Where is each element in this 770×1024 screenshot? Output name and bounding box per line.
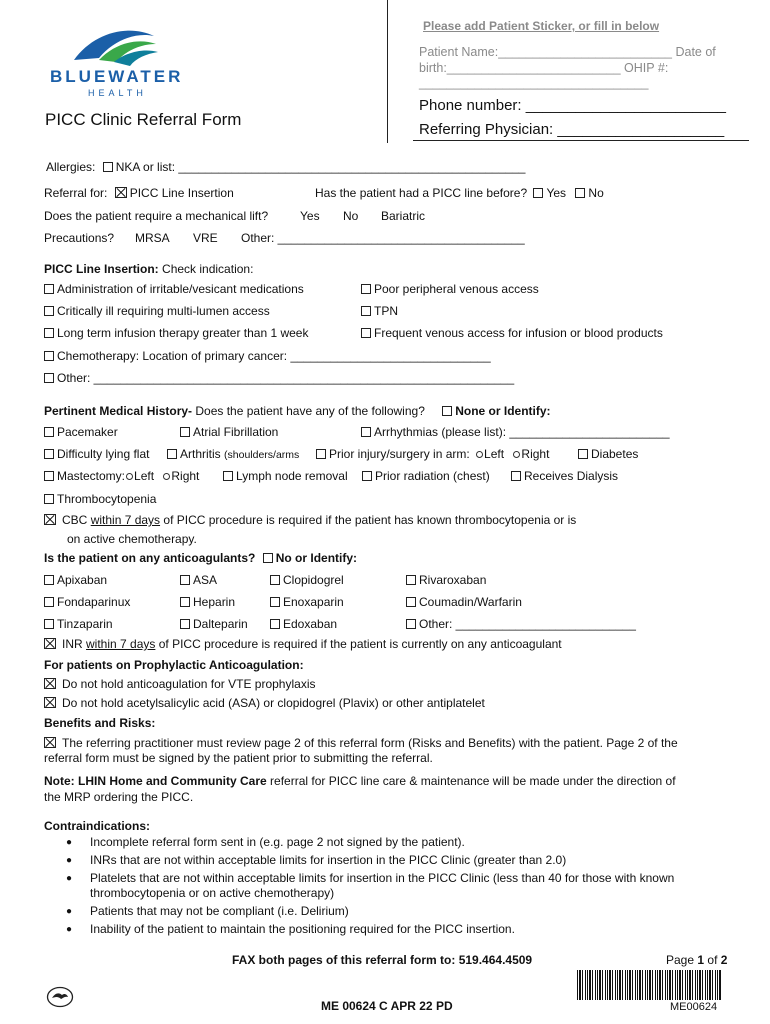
- lymph-checkbox[interactable]: [223, 471, 233, 481]
- indication-label: Frequent venous access for infusion or blood products: [374, 326, 663, 340]
- contra-item: INRs that are not within acceptable limits for insertion in the PICC Clinic (greater than 2.0): [90, 853, 567, 867]
- prophylactic-label: Do not hold anticoagulation for VTE prophylaxis: [62, 677, 316, 691]
- edoxaban-item: [270, 617, 337, 631]
- picc-insertion-label: PICC Line Insertion: [129, 186, 234, 200]
- bullet-icon: ●: [66, 837, 73, 848]
- lymph-item: [223, 469, 348, 483]
- inr-window: within 7 days: [86, 637, 156, 651]
- arthritis-checkbox[interactable]: [167, 449, 177, 459]
- cbc-label: CBC: [62, 513, 88, 527]
- indication-checkbox[interactable]: [361, 306, 371, 316]
- anticoag-checkbox[interactable]: [406, 575, 416, 585]
- contra-item: Incomplete referral form sent in (e.g. page 2 not signed by the patient).: [90, 835, 465, 849]
- prior-picc-no-checkbox[interactable]: [575, 188, 585, 198]
- prior-picc-yes-checkbox[interactable]: [533, 188, 543, 198]
- coumadin-item: [406, 595, 522, 609]
- cbc-window: within 7 days: [90, 513, 161, 527]
- barcode-icon: [577, 970, 722, 1000]
- indication-left-2: [44, 304, 270, 318]
- prior-picc-question: Has the patient had a PICC line before?: [315, 186, 528, 200]
- injury-right-radio[interactable]: [513, 451, 520, 458]
- anticoag-checkbox[interactable]: [406, 619, 416, 629]
- indication-label: Long term infusion therapy greater than 1 week: [57, 326, 309, 340]
- injury-left-label: Left: [484, 447, 505, 461]
- lymph-label: Lymph node removal: [236, 469, 348, 483]
- mastectomy-item: [44, 469, 199, 483]
- inr-text: of PICC procedure is required if the patient is currently on any anticoagulant: [158, 637, 562, 651]
- diabetes-label: Diabetes: [591, 447, 639, 461]
- lhin-note-label: Note: LHIN Home and Community Care: [44, 774, 267, 788]
- page-total: 2: [720, 953, 728, 967]
- anticoag-other-field[interactable]: Other: ___________________________: [419, 617, 636, 631]
- cbc-requirement: [44, 513, 576, 527]
- insertion-subheading: Check indication:: [162, 262, 254, 276]
- anticoag-checkbox[interactable]: [406, 597, 416, 607]
- arthritis-note: (shoulders/arms: [224, 449, 300, 461]
- insertion-other-checkbox[interactable]: [44, 373, 54, 383]
- injury-right-label: Right: [521, 447, 550, 461]
- header-divider-horizontal: [413, 140, 749, 141]
- contra-item-cont: thrombocytopenia or on active chemotherapy): [90, 886, 335, 900]
- prophylactic-label: Do not hold acetylsalicylic acid (ASA) or clopidogrel (Plavix) or other antiplatelet: [62, 696, 485, 710]
- anticoag-checkbox[interactable]: [270, 597, 280, 607]
- indication-checkbox[interactable]: [44, 306, 54, 316]
- anticoag-label: Clopidogrel: [283, 573, 344, 587]
- anticoag-checkbox[interactable]: [44, 575, 54, 585]
- cbc-text-cont: on active chemotherapy.: [67, 532, 197, 546]
- precautions-vre-option[interactable]: VRE: [193, 231, 218, 245]
- pacemaker-item: [44, 425, 118, 439]
- precautions-label: Precautions?: [44, 231, 115, 245]
- page-prefix: Page: [666, 953, 695, 967]
- radiation-label: Prior radiation (chest): [375, 469, 490, 483]
- indication-right-3: [361, 326, 663, 340]
- anticoag-label: Fondaparinux: [57, 595, 131, 609]
- lift-question: Does the patient require a mechanical lift?: [44, 209, 269, 223]
- logo-brand: BLUEWATER: [50, 67, 184, 86]
- bullet-icon: ●: [66, 855, 73, 866]
- prophylactic-item-2: [44, 696, 485, 710]
- thrombo-label: Thrombocytopenia: [57, 492, 157, 506]
- prior-picc-row: [315, 186, 604, 200]
- pacemaker-label: Pacemaker: [57, 425, 118, 439]
- anticoag-question: Is the patient on any anticoagulants?: [44, 551, 256, 565]
- asa-item: [180, 573, 217, 587]
- prior-picc-no-label: No: [588, 186, 604, 200]
- prophylactic-item-1: [44, 677, 315, 691]
- history-question: Does the patient have any of the following?: [195, 404, 425, 418]
- arrhythmias-item: [361, 425, 670, 439]
- referral-label: Referral for:: [44, 186, 108, 200]
- anticoag-label: Edoxaban: [283, 617, 338, 631]
- sticker-line3[interactable]: _________________________________: [419, 76, 649, 90]
- anticoag-other-item: [406, 617, 636, 631]
- history-heading-row: [44, 404, 551, 418]
- arthritis-label: Arthritis: [180, 447, 221, 461]
- footer-emblem-icon: [46, 986, 74, 1008]
- arrhythmias-checkbox[interactable]: [361, 427, 371, 437]
- indication-left-1: [44, 282, 304, 296]
- lying-checkbox[interactable]: [44, 449, 54, 459]
- anticoag-label: Enoxaparin: [283, 595, 344, 609]
- diabetes-item: [578, 447, 638, 461]
- benefits-checkbox[interactable]: [44, 737, 56, 748]
- lhin-note-cont: the MRP ordering the PICC.: [44, 790, 194, 804]
- sticker-line1[interactable]: Patient Name:_________________________ Date of: [419, 45, 716, 59]
- history-none-checkbox[interactable]: [442, 406, 452, 416]
- dialysis-item: [511, 469, 618, 483]
- physician-field[interactable]: Referring Physician: ____________________: [419, 121, 725, 138]
- arrhythmias-field[interactable]: Arrhythmias (please list): ________________________: [374, 425, 670, 439]
- pacemaker-checkbox[interactable]: [44, 427, 54, 437]
- insertion-heading: PICC Line Insertion:: [44, 262, 159, 276]
- dialysis-label: Receives Dialysis: [524, 469, 619, 483]
- thrombo-checkbox[interactable]: [44, 494, 54, 504]
- benefits-heading: Benefits and Risks:: [44, 716, 156, 730]
- indication-label: Poor peripheral venous access: [374, 282, 539, 296]
- contra-item: Patients that may not be compliant (i.e. Delirium): [90, 904, 349, 918]
- insertion-other-field[interactable]: Other: _______________________________________________________________: [57, 371, 515, 385]
- lift-bariatric-option[interactable]: Bariatric: [381, 209, 426, 223]
- anticoag-checkbox[interactable]: [44, 597, 54, 607]
- referral-row: [44, 186, 234, 200]
- lhin-note-text: referral for PICC line care & maintenance will be made under the direction of: [270, 774, 676, 788]
- contra-item: Platelets that are not within acceptable limits for insertion in the PICC Clinic (less than 40 for those with known: [90, 871, 675, 885]
- enoxaparin-item: [270, 595, 344, 609]
- precautions-mrsa-option[interactable]: MRSA: [135, 231, 170, 245]
- page-current: 1: [697, 953, 705, 967]
- anticoag-none-label: No or Identify:: [275, 551, 358, 565]
- indication-checkbox[interactable]: [361, 328, 371, 338]
- logo: [44, 22, 194, 102]
- cbc-text: of PICC procedure is required if the patient has known thrombocytopenia or is: [163, 513, 577, 527]
- mastectomy-checkbox[interactable]: [44, 471, 54, 481]
- sticker-line2[interactable]: birth:_________________________ OHIP #:: [419, 61, 669, 75]
- barcode-label: ME00624: [670, 1001, 718, 1013]
- mastectomy-left-label: Left: [134, 469, 155, 483]
- lying-item: [44, 447, 149, 461]
- anticoag-label: Apixaban: [57, 573, 108, 587]
- insertion-other-row: [44, 371, 514, 385]
- benefits-text: The referring practitioner must review page 2 of this referral form (Risks and Benefits) with the patient. Page 2 of the: [62, 736, 678, 750]
- form-code: ME 00624 C APR 22 PD: [321, 999, 453, 1013]
- chemotherapy-row: [44, 349, 491, 363]
- prophylactic-heading: For patients on Prophylactic Anticoagulation:: [44, 658, 304, 672]
- anticoag-checkbox[interactable]: [44, 619, 54, 629]
- fondaparinux-item: [44, 595, 130, 609]
- anticoag-label: Tinzaparin: [57, 617, 113, 631]
- anticoag-checkbox[interactable]: [180, 575, 190, 585]
- indication-label: Critically ill requiring multi-lumen access: [57, 304, 270, 318]
- anticoag-heading-row: [44, 551, 357, 565]
- diabetes-checkbox[interactable]: [578, 449, 588, 459]
- indication-right-1: [361, 282, 539, 296]
- sticker-heading: Please add Patient Sticker, or fill in below: [423, 19, 660, 33]
- prior-picc-yes-label: Yes: [546, 186, 567, 200]
- anticoag-none-checkbox[interactable]: [263, 553, 273, 563]
- arthritis-item: [167, 447, 299, 461]
- heparin-item: [180, 595, 235, 609]
- allergies-row: [46, 160, 525, 174]
- thrombo-item: [44, 492, 156, 506]
- mastectomy-right-radio[interactable]: [163, 473, 170, 480]
- allergies-label: Allergies:: [46, 160, 96, 174]
- prophylactic-checkbox[interactable]: [44, 697, 56, 708]
- logo-sub: HEALTH: [88, 88, 147, 98]
- anticoag-checkbox[interactable]: [270, 575, 280, 585]
- contra-heading: Contraindications:: [44, 819, 151, 833]
- phone-field[interactable]: Phone number: ________________________: [419, 97, 726, 114]
- bullet-icon: ●: [66, 924, 73, 935]
- lying-label: Difficulty lying flat: [57, 447, 150, 461]
- apixaban-item: [44, 573, 107, 587]
- mastectomy-label: Mastectomy:: [57, 469, 126, 483]
- precautions-other-field[interactable]: Other: _____________________________________: [241, 231, 525, 245]
- indication-label: Administration of irritable/vesicant medications: [57, 282, 304, 296]
- picc-insertion-checkbox[interactable]: [115, 187, 127, 198]
- anticoag-checkbox[interactable]: [270, 619, 280, 629]
- bullet-icon: ●: [66, 873, 73, 884]
- anticoag-label: Coumadin/Warfarin: [419, 595, 522, 609]
- header-divider-vertical: [387, 0, 388, 143]
- tinzaparin-item: [44, 617, 113, 631]
- injury-item: [316, 447, 549, 461]
- chemotherapy-checkbox[interactable]: [44, 351, 54, 361]
- mastectomy-right-label: Right: [171, 469, 200, 483]
- inr-checkbox[interactable]: [44, 638, 56, 649]
- insertion-heading-row: [44, 262, 253, 276]
- mastectomy-left-radio[interactable]: [126, 473, 133, 480]
- dalteparin-item: [180, 617, 248, 631]
- dialysis-checkbox[interactable]: [511, 471, 521, 481]
- injury-left-radio[interactable]: [476, 451, 483, 458]
- nka-checkbox[interactable]: [103, 162, 113, 172]
- page-of: of: [707, 953, 718, 967]
- history-heading: Pertinent Medical History-: [44, 404, 193, 418]
- afib-label: Atrial Fibrillation: [193, 425, 279, 439]
- radiation-item: [362, 469, 490, 483]
- lift-no-option[interactable]: No: [343, 209, 359, 223]
- anticoag-label: Heparin: [193, 595, 236, 609]
- radiation-checkbox[interactable]: [362, 471, 372, 481]
- lift-yes-option[interactable]: Yes: [300, 209, 320, 223]
- indication-checkbox[interactable]: [44, 284, 54, 294]
- form-title: PICC Clinic Referral Form: [45, 110, 242, 129]
- prophylactic-checkbox[interactable]: [44, 678, 56, 689]
- cbc-checkbox[interactable]: [44, 514, 56, 525]
- benefits-line2: referral form must be signed by the patient prior to submitting the referral.: [44, 751, 433, 765]
- indication-checkbox[interactable]: [361, 284, 371, 294]
- injury-label: Prior injury/surgery in arm:: [329, 447, 470, 461]
- fax-line: FAX both pages of this referral form to: 519.464.4509: [232, 953, 533, 967]
- inr-requirement: [44, 637, 562, 651]
- anticoag-checkbox[interactable]: [180, 619, 190, 629]
- inr-label: INR: [62, 637, 83, 651]
- indication-right-2: [361, 304, 398, 318]
- afib-item: [180, 425, 278, 439]
- rivaroxaban-item: [406, 573, 486, 587]
- anticoag-label: Dalteparin: [193, 617, 248, 631]
- anticoag-checkbox[interactable]: [180, 597, 190, 607]
- injury-checkbox[interactable]: [316, 449, 326, 459]
- indication-label: TPN: [374, 304, 398, 318]
- anticoag-label: Rivaroxaban: [419, 573, 487, 587]
- lhin-note: [44, 774, 676, 788]
- logo-mark-icon: [44, 22, 194, 70]
- nka-label: NKA or list: ____________________________________________________: [115, 160, 526, 174]
- benefits-line1: [44, 736, 678, 750]
- anticoag-label: ASA: [193, 573, 218, 587]
- indication-checkbox[interactable]: [44, 328, 54, 338]
- bullet-icon: ●: [66, 906, 73, 917]
- chemotherapy-label[interactable]: Chemotherapy: Location of primary cancer: ______________________________: [57, 349, 491, 363]
- indication-left-3: [44, 326, 308, 340]
- clopidogrel-item: [270, 573, 344, 587]
- history-none-label: None or Identify:: [455, 404, 551, 418]
- contra-item: Inability of the patient to maintain the positioning required for the PICC insertion.: [90, 922, 515, 936]
- afib-checkbox[interactable]: [180, 427, 190, 437]
- page-number: [666, 953, 727, 967]
